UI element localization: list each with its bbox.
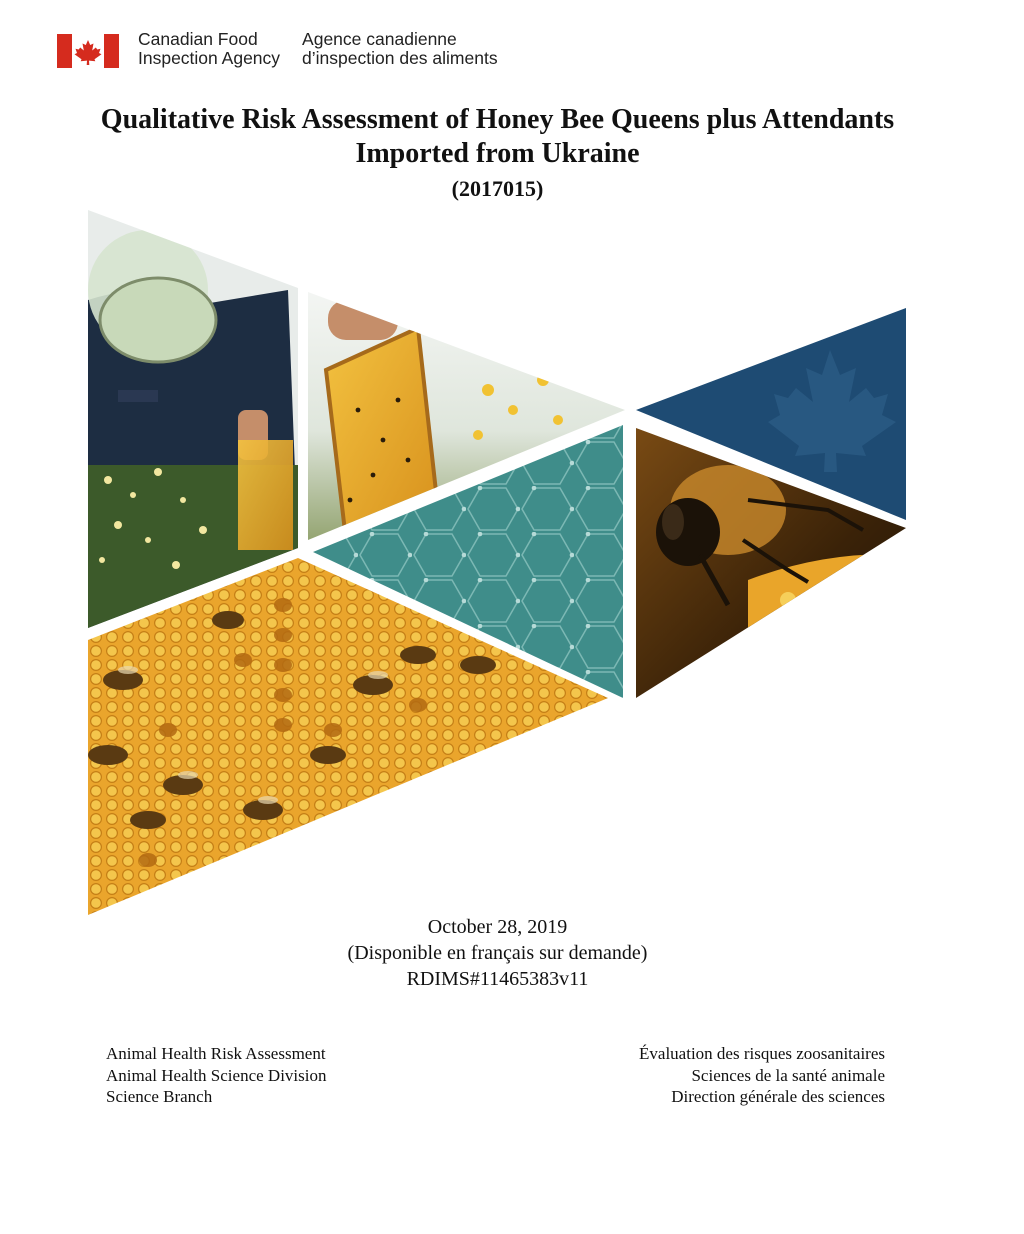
- org-fr-line-2: Sciences de la santé animale: [691, 1065, 885, 1085]
- document-meta: [0, 914, 995, 992]
- organization-english: [106, 1043, 326, 1108]
- org-en-line-3: Science Branch: [106, 1087, 213, 1106]
- cover-art: [88, 210, 908, 915]
- canada-flag-icon: [57, 34, 119, 68]
- agency-header: [57, 30, 498, 74]
- document-number: (2017015): [451, 176, 544, 201]
- french-availability-note: (Disponible en français sur demande): [347, 942, 648, 964]
- document-title: [0, 103, 995, 171]
- org-fr-line-3: Direction générale des sciences: [671, 1087, 885, 1106]
- agency-name-en-line-2: Inspection Agency: [138, 48, 281, 68]
- document-title-line-1: Qualitative Risk Assessment of Honey Bee Queens plus Attendants: [100, 104, 895, 135]
- agency-name-fr-line-1: Agence canadienne: [302, 29, 457, 49]
- agency-name-en-line-1: Canadian Food: [138, 29, 258, 49]
- organization-french: [639, 1043, 885, 1108]
- document-date: October 28, 2019: [427, 916, 568, 938]
- org-en-line-1: Animal Health Risk Assessment: [106, 1044, 326, 1063]
- agency-name-english: [138, 30, 280, 68]
- rdims-number: RDIMS#11465383v11: [406, 968, 589, 990]
- agency-name-fr-line-2: d’inspection des aliments: [302, 48, 498, 68]
- org-fr-line-1: Évaluation des risques zoosanitaires: [639, 1044, 885, 1063]
- org-en-line-2: Animal Health Science Division: [106, 1065, 327, 1085]
- document-title-line-2: Imported from Ukraine: [355, 138, 640, 169]
- agency-name-french: [302, 30, 498, 68]
